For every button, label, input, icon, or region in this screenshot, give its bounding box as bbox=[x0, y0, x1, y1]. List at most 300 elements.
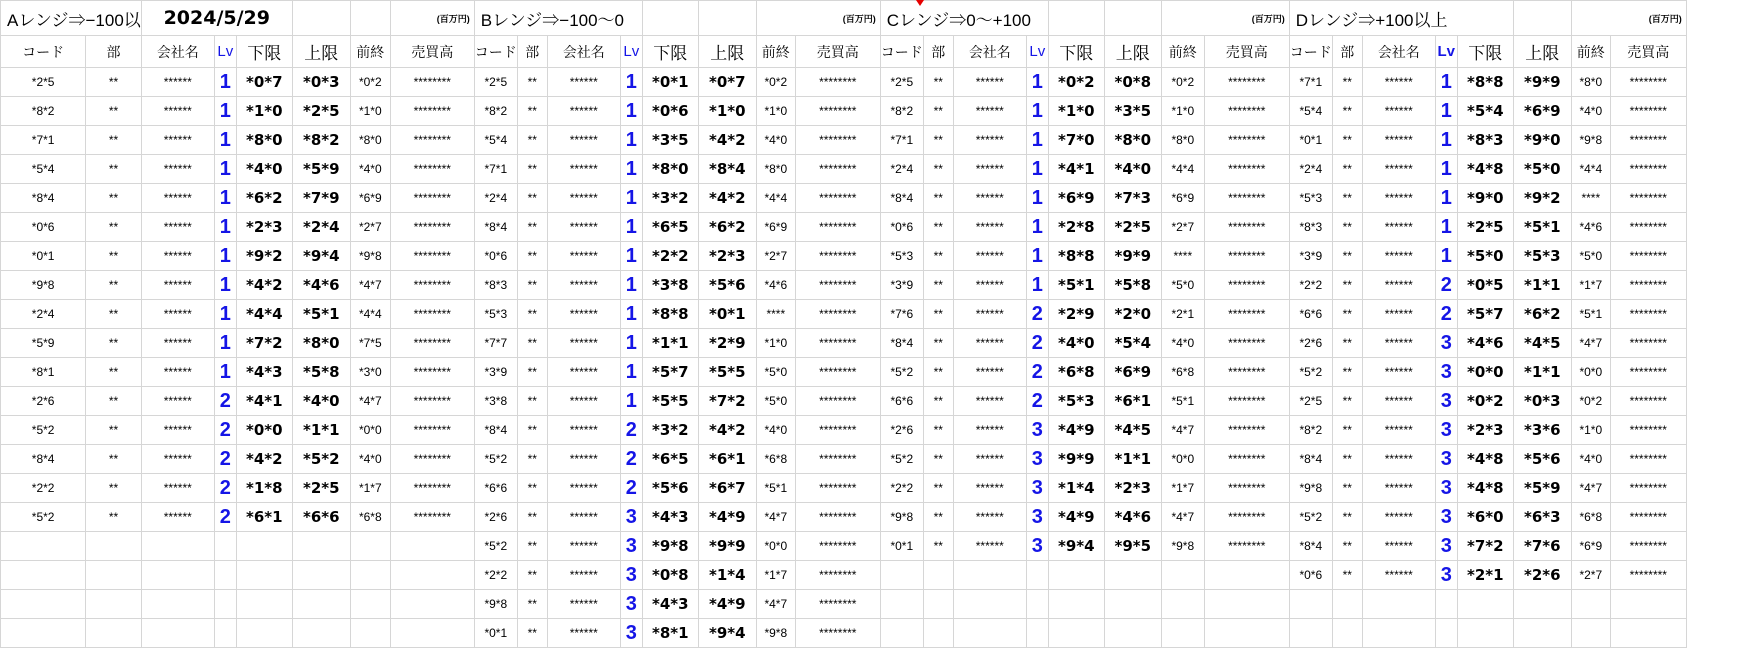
upper-limit-cell[interactable]: *5*2 bbox=[292, 445, 350, 474]
level-cell[interactable]: 1 bbox=[1026, 68, 1048, 97]
level-cell[interactable]: 2 bbox=[620, 474, 642, 503]
division-cell[interactable]: ** bbox=[517, 358, 547, 387]
lower-limit-cell[interactable]: *2*1 bbox=[1457, 561, 1513, 590]
empty-cell[interactable] bbox=[1362, 619, 1435, 648]
division-cell[interactable]: ** bbox=[517, 590, 547, 619]
lower-limit-cell[interactable]: *0*1 bbox=[642, 68, 698, 97]
stock-code-cell[interactable]: *8*4 bbox=[880, 329, 923, 358]
division-cell[interactable]: ** bbox=[86, 68, 142, 97]
level-cell[interactable]: 3 bbox=[1026, 474, 1048, 503]
volume-cell[interactable]: ******** bbox=[1610, 416, 1686, 445]
empty-cell[interactable] bbox=[1161, 561, 1204, 590]
empty-cell[interactable] bbox=[1513, 590, 1571, 619]
division-cell[interactable]: ** bbox=[86, 474, 142, 503]
volume-cell[interactable]: ******** bbox=[1204, 474, 1289, 503]
empty-cell[interactable] bbox=[1026, 561, 1048, 590]
lower-limit-cell[interactable]: *9*8 bbox=[642, 532, 698, 561]
volume-cell[interactable]: ******** bbox=[795, 242, 880, 271]
empty-cell[interactable] bbox=[880, 561, 923, 590]
level-cell[interactable]: 2 bbox=[214, 387, 236, 416]
company-name-cell[interactable]: ****** bbox=[1362, 329, 1435, 358]
stock-code-cell[interactable]: *9*8 bbox=[474, 590, 517, 619]
group-d-unit[interactable]: (百万円) bbox=[1571, 1, 1686, 36]
division-cell[interactable]: ** bbox=[923, 213, 953, 242]
volume-cell[interactable]: ******** bbox=[1610, 184, 1686, 213]
stock-code-cell[interactable]: *3*8 bbox=[474, 387, 517, 416]
stock-code-cell[interactable]: *0*1 bbox=[1289, 126, 1332, 155]
empty-cell[interactable] bbox=[141, 561, 214, 590]
previous-close-cell[interactable]: *1*7 bbox=[1571, 271, 1610, 300]
empty-cell[interactable] bbox=[1571, 619, 1610, 648]
level-cell[interactable]: 1 bbox=[620, 329, 642, 358]
volume-cell[interactable]: ******** bbox=[390, 213, 474, 242]
upper-limit-cell[interactable]: *4*9 bbox=[698, 590, 756, 619]
header-company-name[interactable]: 会社名 bbox=[547, 36, 620, 68]
level-cell[interactable]: 1 bbox=[620, 242, 642, 271]
previous-close-cell[interactable]: *2*7 bbox=[1571, 561, 1610, 590]
company-name-cell[interactable]: ****** bbox=[953, 184, 1026, 213]
lower-limit-cell[interactable]: *4*2 bbox=[236, 271, 292, 300]
header-previous-close[interactable]: 前終 bbox=[1571, 36, 1610, 68]
stock-code-cell[interactable]: *8*4 bbox=[474, 416, 517, 445]
header-upper-limit[interactable]: 上限 bbox=[1513, 36, 1571, 68]
previous-close-cell[interactable]: *3*0 bbox=[350, 358, 390, 387]
level-cell[interactable]: 2 bbox=[1026, 300, 1048, 329]
volume-cell[interactable]: ******** bbox=[1204, 97, 1289, 126]
previous-close-cell[interactable]: *5*0 bbox=[756, 358, 795, 387]
title-cell-blank[interactable] bbox=[1513, 1, 1571, 36]
level-cell[interactable]: 3 bbox=[620, 561, 642, 590]
level-cell[interactable]: 3 bbox=[1435, 445, 1457, 474]
previous-close-cell[interactable]: *4*7 bbox=[350, 271, 390, 300]
level-cell[interactable]: 2 bbox=[214, 445, 236, 474]
level-cell[interactable]: 1 bbox=[1026, 213, 1048, 242]
company-name-cell[interactable]: ****** bbox=[141, 242, 214, 271]
lower-limit-cell[interactable]: *4*0 bbox=[1048, 329, 1104, 358]
previous-close-cell[interactable]: *4*4 bbox=[1161, 155, 1204, 184]
company-name-cell[interactable]: ****** bbox=[1362, 155, 1435, 184]
level-cell[interactable]: 1 bbox=[1026, 242, 1048, 271]
upper-limit-cell[interactable]: *5*4 bbox=[1104, 329, 1161, 358]
division-cell[interactable]: ** bbox=[1332, 184, 1362, 213]
company-name-cell[interactable]: ****** bbox=[547, 561, 620, 590]
division-cell[interactable]: ** bbox=[86, 387, 142, 416]
company-name-cell[interactable]: ****** bbox=[953, 213, 1026, 242]
stock-code-cell[interactable]: *2*2 bbox=[1289, 271, 1332, 300]
lower-limit-cell[interactable]: *1*0 bbox=[1048, 97, 1104, 126]
lower-limit-cell[interactable]: *0*2 bbox=[1048, 68, 1104, 97]
division-cell[interactable]: ** bbox=[1332, 155, 1362, 184]
company-name-cell[interactable]: ****** bbox=[141, 387, 214, 416]
empty-cell[interactable] bbox=[1048, 619, 1104, 648]
title-cell-blank[interactable] bbox=[1048, 1, 1104, 36]
level-cell[interactable]: 3 bbox=[1435, 387, 1457, 416]
stock-code-cell[interactable]: *5*4 bbox=[474, 126, 517, 155]
header-previous-close[interactable]: 前終 bbox=[350, 36, 390, 68]
lower-limit-cell[interactable]: *0*7 bbox=[236, 68, 292, 97]
upper-limit-cell[interactable]: *4*6 bbox=[1104, 503, 1161, 532]
title-cell-blank[interactable] bbox=[292, 1, 350, 36]
stock-code-cell[interactable]: *8*4 bbox=[474, 213, 517, 242]
volume-cell[interactable]: ******** bbox=[390, 300, 474, 329]
header-division[interactable]: 部 bbox=[86, 36, 142, 68]
stock-code-cell[interactable]: *8*2 bbox=[1, 97, 86, 126]
division-cell[interactable]: ** bbox=[86, 358, 142, 387]
stock-code-cell[interactable]: *8*4 bbox=[880, 184, 923, 213]
empty-cell[interactable] bbox=[1362, 590, 1435, 619]
lower-limit-cell[interactable]: *5*5 bbox=[642, 387, 698, 416]
header-lower-limit[interactable]: 下限 bbox=[1048, 36, 1104, 68]
division-cell[interactable]: ** bbox=[86, 503, 142, 532]
header-code[interactable]: コード bbox=[880, 36, 923, 68]
stock-code-cell[interactable]: *5*4 bbox=[1, 155, 86, 184]
previous-close-cell[interactable]: *1*0 bbox=[756, 97, 795, 126]
previous-close-cell[interactable]: *0*0 bbox=[1571, 358, 1610, 387]
stock-code-cell[interactable]: *8*2 bbox=[1289, 416, 1332, 445]
division-cell[interactable]: ** bbox=[923, 184, 953, 213]
company-name-cell[interactable]: ****** bbox=[141, 97, 214, 126]
company-name-cell[interactable]: ****** bbox=[547, 126, 620, 155]
division-cell[interactable]: ** bbox=[923, 474, 953, 503]
level-cell[interactable]: 1 bbox=[1435, 213, 1457, 242]
company-name-cell[interactable]: ****** bbox=[953, 387, 1026, 416]
lower-limit-cell[interactable]: *5*1 bbox=[1048, 271, 1104, 300]
division-cell[interactable]: ** bbox=[517, 300, 547, 329]
lower-limit-cell[interactable]: *1*0 bbox=[236, 97, 292, 126]
group-d-title[interactable]: Dレンジ⇒+100以上 bbox=[1289, 1, 1513, 36]
level-cell[interactable]: 1 bbox=[1026, 126, 1048, 155]
upper-limit-cell[interactable]: *9*4 bbox=[292, 242, 350, 271]
level-cell[interactable]: 2 bbox=[620, 416, 642, 445]
stock-code-cell[interactable]: *3*9 bbox=[474, 358, 517, 387]
level-cell[interactable]: 1 bbox=[620, 126, 642, 155]
header-company-name[interactable]: 会社名 bbox=[141, 36, 214, 68]
previous-close-cell[interactable]: *1*0 bbox=[1161, 97, 1204, 126]
previous-close-cell[interactable]: *1*7 bbox=[756, 561, 795, 590]
previous-close-cell[interactable]: *4*4 bbox=[756, 184, 795, 213]
level-cell[interactable]: 3 bbox=[1026, 445, 1048, 474]
division-cell[interactable]: ** bbox=[1332, 474, 1362, 503]
lower-limit-cell[interactable]: *4*8 bbox=[1457, 445, 1513, 474]
lower-limit-cell[interactable]: *8*0 bbox=[236, 126, 292, 155]
company-name-cell[interactable]: ****** bbox=[953, 445, 1026, 474]
division-cell[interactable]: ** bbox=[517, 97, 547, 126]
previous-close-cell[interactable]: *2*1 bbox=[1161, 300, 1204, 329]
lower-limit-cell[interactable]: *1*4 bbox=[1048, 474, 1104, 503]
division-cell[interactable]: ** bbox=[517, 271, 547, 300]
volume-cell[interactable]: ******** bbox=[1610, 561, 1686, 590]
volume-cell[interactable]: ******** bbox=[1204, 445, 1289, 474]
previous-close-cell[interactable]: *6*8 bbox=[1571, 503, 1610, 532]
division-cell[interactable]: ** bbox=[86, 445, 142, 474]
lower-limit-cell[interactable]: *2*3 bbox=[236, 213, 292, 242]
empty-cell[interactable] bbox=[214, 619, 236, 648]
company-name-cell[interactable]: ****** bbox=[141, 445, 214, 474]
lower-limit-cell[interactable]: *3*8 bbox=[642, 271, 698, 300]
company-name-cell[interactable]: ****** bbox=[141, 474, 214, 503]
stock-code-cell[interactable]: *5*9 bbox=[1, 329, 86, 358]
upper-limit-cell[interactable]: *4*2 bbox=[698, 184, 756, 213]
company-name-cell[interactable]: ****** bbox=[547, 416, 620, 445]
company-name-cell[interactable]: ****** bbox=[547, 590, 620, 619]
upper-limit-cell[interactable]: *8*0 bbox=[292, 329, 350, 358]
upper-limit-cell[interactable]: *4*2 bbox=[698, 416, 756, 445]
level-cell[interactable]: 3 bbox=[620, 619, 642, 648]
empty-cell[interactable] bbox=[1, 561, 86, 590]
volume-cell[interactable]: ******** bbox=[1204, 126, 1289, 155]
stock-code-cell[interactable]: *2*4 bbox=[1, 300, 86, 329]
division-cell[interactable]: ** bbox=[517, 474, 547, 503]
level-cell[interactable]: 1 bbox=[214, 155, 236, 184]
company-name-cell[interactable]: ****** bbox=[953, 503, 1026, 532]
empty-cell[interactable] bbox=[1, 619, 86, 648]
stock-code-cell[interactable]: *8*2 bbox=[474, 97, 517, 126]
company-name-cell[interactable]: ****** bbox=[141, 358, 214, 387]
empty-cell[interactable] bbox=[1332, 590, 1362, 619]
empty-cell[interactable] bbox=[350, 561, 390, 590]
company-name-cell[interactable]: ****** bbox=[141, 184, 214, 213]
upper-limit-cell[interactable]: *9*2 bbox=[1513, 184, 1571, 213]
upper-limit-cell[interactable]: *0*1 bbox=[698, 300, 756, 329]
volume-cell[interactable]: ******** bbox=[795, 387, 880, 416]
header-level[interactable]: Lv bbox=[214, 36, 236, 68]
header-code[interactable]: コード bbox=[1, 36, 86, 68]
stock-code-cell[interactable]: *7*1 bbox=[880, 126, 923, 155]
volume-cell[interactable]: ******** bbox=[1204, 213, 1289, 242]
upper-limit-cell[interactable]: *9*9 bbox=[698, 532, 756, 561]
upper-limit-cell[interactable]: *5*9 bbox=[292, 155, 350, 184]
empty-cell[interactable] bbox=[236, 532, 292, 561]
volume-cell[interactable]: ******** bbox=[1204, 329, 1289, 358]
upper-limit-cell[interactable]: *1*4 bbox=[698, 561, 756, 590]
upper-limit-cell[interactable]: *5*0 bbox=[1513, 155, 1571, 184]
level-cell[interactable]: 3 bbox=[620, 532, 642, 561]
company-name-cell[interactable]: ****** bbox=[1362, 126, 1435, 155]
level-cell[interactable]: 1 bbox=[214, 358, 236, 387]
previous-close-cell[interactable]: *6*8 bbox=[1161, 358, 1204, 387]
volume-cell[interactable]: ******** bbox=[1610, 358, 1686, 387]
empty-cell[interactable] bbox=[923, 619, 953, 648]
company-name-cell[interactable]: ****** bbox=[547, 474, 620, 503]
volume-cell[interactable]: ******** bbox=[795, 358, 880, 387]
group-b-title[interactable]: Bレンジ⇒−100〜0 bbox=[474, 1, 642, 36]
upper-limit-cell[interactable]: *0*3 bbox=[1513, 387, 1571, 416]
division-cell[interactable]: ** bbox=[923, 242, 953, 271]
upper-limit-cell[interactable]: *9*9 bbox=[1513, 68, 1571, 97]
empty-cell[interactable] bbox=[1435, 590, 1457, 619]
previous-close-cell[interactable]: *1*0 bbox=[1571, 416, 1610, 445]
upper-limit-cell[interactable]: *8*2 bbox=[292, 126, 350, 155]
header-lower-limit[interactable]: 下限 bbox=[1457, 36, 1513, 68]
lower-limit-cell[interactable]: *0*6 bbox=[642, 97, 698, 126]
lower-limit-cell[interactable]: *7*0 bbox=[1048, 126, 1104, 155]
volume-cell[interactable]: ******** bbox=[1610, 329, 1686, 358]
company-name-cell[interactable]: ****** bbox=[547, 213, 620, 242]
volume-cell[interactable]: ******** bbox=[795, 416, 880, 445]
upper-limit-cell[interactable]: *2*5 bbox=[292, 97, 350, 126]
previous-close-cell[interactable]: *8*0 bbox=[1571, 68, 1610, 97]
stock-code-cell[interactable]: *2*5 bbox=[880, 68, 923, 97]
upper-limit-cell[interactable]: *6*6 bbox=[292, 503, 350, 532]
empty-cell[interactable] bbox=[1457, 619, 1513, 648]
lower-limit-cell[interactable]: *9*4 bbox=[1048, 532, 1104, 561]
lower-limit-cell[interactable]: *8*8 bbox=[1048, 242, 1104, 271]
upper-limit-cell[interactable]: *5*6 bbox=[1513, 445, 1571, 474]
division-cell[interactable]: ** bbox=[923, 68, 953, 97]
stock-code-cell[interactable]: *8*2 bbox=[880, 97, 923, 126]
division-cell[interactable]: ** bbox=[517, 503, 547, 532]
level-cell[interactable]: 3 bbox=[1435, 474, 1457, 503]
division-cell[interactable]: ** bbox=[1332, 271, 1362, 300]
stock-code-cell[interactable]: *2*6 bbox=[1289, 329, 1332, 358]
previous-close-cell[interactable]: *4*4 bbox=[350, 300, 390, 329]
lower-limit-cell[interactable]: *6*9 bbox=[1048, 184, 1104, 213]
stock-code-cell[interactable]: *5*2 bbox=[880, 445, 923, 474]
stock-code-cell[interactable]: *2*4 bbox=[474, 184, 517, 213]
stock-code-cell[interactable]: *5*3 bbox=[880, 242, 923, 271]
group-b-unit[interactable]: (百万円) bbox=[756, 1, 880, 36]
level-cell[interactable]: 1 bbox=[620, 184, 642, 213]
company-name-cell[interactable]: ****** bbox=[547, 387, 620, 416]
previous-close-cell[interactable]: *1*7 bbox=[1161, 474, 1204, 503]
volume-cell[interactable]: ******** bbox=[390, 68, 474, 97]
lower-limit-cell[interactable]: *0*2 bbox=[1457, 387, 1513, 416]
upper-limit-cell[interactable]: *5*1 bbox=[1513, 213, 1571, 242]
upper-limit-cell[interactable]: *9*5 bbox=[1104, 532, 1161, 561]
upper-limit-cell[interactable]: *9*9 bbox=[1104, 242, 1161, 271]
level-cell[interactable]: 2 bbox=[1435, 300, 1457, 329]
volume-cell[interactable]: ******** bbox=[1204, 416, 1289, 445]
empty-cell[interactable] bbox=[1026, 619, 1048, 648]
empty-cell[interactable] bbox=[390, 590, 474, 619]
empty-cell[interactable] bbox=[141, 619, 214, 648]
previous-close-cell[interactable]: *4*0 bbox=[1571, 445, 1610, 474]
division-cell[interactable]: ** bbox=[86, 329, 142, 358]
company-name-cell[interactable]: ****** bbox=[1362, 503, 1435, 532]
upper-limit-cell[interactable]: *5*6 bbox=[698, 271, 756, 300]
lower-limit-cell[interactable]: *5*7 bbox=[642, 358, 698, 387]
lower-limit-cell[interactable]: *5*0 bbox=[1457, 242, 1513, 271]
level-cell[interactable]: 3 bbox=[1435, 503, 1457, 532]
volume-cell[interactable]: ******** bbox=[1610, 387, 1686, 416]
level-cell[interactable]: 3 bbox=[1435, 329, 1457, 358]
division-cell[interactable]: ** bbox=[86, 271, 142, 300]
volume-cell[interactable]: ******** bbox=[795, 590, 880, 619]
volume-cell[interactable]: ******** bbox=[390, 184, 474, 213]
stock-code-cell[interactable]: *3*9 bbox=[1289, 242, 1332, 271]
company-name-cell[interactable]: ****** bbox=[953, 97, 1026, 126]
company-name-cell[interactable]: ****** bbox=[141, 300, 214, 329]
stock-code-cell[interactable]: *8*4 bbox=[1, 184, 86, 213]
division-cell[interactable]: ** bbox=[1332, 329, 1362, 358]
division-cell[interactable]: ** bbox=[923, 271, 953, 300]
volume-cell[interactable]: ******** bbox=[795, 300, 880, 329]
stock-code-cell[interactable]: *7*6 bbox=[880, 300, 923, 329]
empty-cell[interactable] bbox=[390, 532, 474, 561]
division-cell[interactable]: ** bbox=[923, 387, 953, 416]
volume-cell[interactable]: ******** bbox=[1610, 503, 1686, 532]
previous-close-cell[interactable]: *0*0 bbox=[756, 532, 795, 561]
stock-code-cell[interactable]: *5*2 bbox=[1289, 503, 1332, 532]
stock-code-cell[interactable]: *5*3 bbox=[1289, 184, 1332, 213]
level-cell[interactable]: 3 bbox=[1435, 532, 1457, 561]
previous-close-cell[interactable]: *1*0 bbox=[756, 329, 795, 358]
stock-code-cell[interactable]: *3*9 bbox=[880, 271, 923, 300]
stock-code-cell[interactable]: *5*3 bbox=[474, 300, 517, 329]
header-level[interactable]: Lv bbox=[1435, 36, 1457, 68]
empty-cell[interactable] bbox=[1161, 590, 1204, 619]
header-volume[interactable]: 売買高 bbox=[795, 36, 880, 68]
previous-close-cell[interactable]: *4*6 bbox=[756, 271, 795, 300]
lower-limit-cell[interactable]: *9*0 bbox=[1457, 184, 1513, 213]
upper-limit-cell[interactable]: *1*1 bbox=[292, 416, 350, 445]
company-name-cell[interactable]: ****** bbox=[953, 155, 1026, 184]
lower-limit-cell[interactable]: *6*1 bbox=[236, 503, 292, 532]
volume-cell[interactable]: ******** bbox=[795, 532, 880, 561]
previous-close-cell[interactable]: *4*7 bbox=[1571, 474, 1610, 503]
volume-cell[interactable]: ******** bbox=[795, 474, 880, 503]
upper-limit-cell[interactable]: *5*5 bbox=[698, 358, 756, 387]
division-cell[interactable]: ** bbox=[86, 300, 142, 329]
stock-code-cell[interactable]: *8*1 bbox=[1, 358, 86, 387]
header-code[interactable]: コード bbox=[1289, 36, 1332, 68]
lower-limit-cell[interactable]: *2*9 bbox=[1048, 300, 1104, 329]
division-cell[interactable]: ** bbox=[923, 300, 953, 329]
company-name-cell[interactable]: ****** bbox=[1362, 213, 1435, 242]
stock-code-cell[interactable]: *2*6 bbox=[474, 503, 517, 532]
empty-cell[interactable] bbox=[880, 590, 923, 619]
empty-cell[interactable] bbox=[1, 532, 86, 561]
previous-close-cell[interactable]: *4*0 bbox=[350, 155, 390, 184]
lower-limit-cell[interactable]: *7*2 bbox=[236, 329, 292, 358]
stock-code-cell[interactable]: *9*8 bbox=[1, 271, 86, 300]
company-name-cell[interactable]: ****** bbox=[141, 213, 214, 242]
previous-close-cell[interactable]: *6*9 bbox=[1161, 184, 1204, 213]
upper-limit-cell[interactable]: *6*3 bbox=[1513, 503, 1571, 532]
lower-limit-cell[interactable]: *2*8 bbox=[1048, 213, 1104, 242]
lower-limit-cell[interactable]: *4*3 bbox=[642, 503, 698, 532]
level-cell[interactable]: 1 bbox=[1435, 126, 1457, 155]
previous-close-cell[interactable]: *0*0 bbox=[1161, 445, 1204, 474]
level-cell[interactable]: 2 bbox=[214, 474, 236, 503]
company-name-cell[interactable]: ****** bbox=[953, 300, 1026, 329]
upper-limit-cell[interactable]: *2*5 bbox=[292, 474, 350, 503]
stock-code-cell[interactable]: *0*1 bbox=[880, 532, 923, 561]
company-name-cell[interactable]: ****** bbox=[547, 329, 620, 358]
empty-cell[interactable] bbox=[236, 590, 292, 619]
level-cell[interactable]: 2 bbox=[1026, 358, 1048, 387]
company-name-cell[interactable]: ****** bbox=[141, 329, 214, 358]
empty-cell[interactable] bbox=[292, 619, 350, 648]
upper-limit-cell[interactable]: *5*9 bbox=[1513, 474, 1571, 503]
volume-cell[interactable]: ******** bbox=[1204, 68, 1289, 97]
upper-limit-cell[interactable]: *4*6 bbox=[292, 271, 350, 300]
empty-cell[interactable] bbox=[1, 590, 86, 619]
volume-cell[interactable]: ******** bbox=[390, 358, 474, 387]
lower-limit-cell[interactable]: *0*5 bbox=[1457, 271, 1513, 300]
lower-limit-cell[interactable]: *2*2 bbox=[642, 242, 698, 271]
empty-cell[interactable] bbox=[86, 590, 142, 619]
previous-close-cell[interactable]: *5*0 bbox=[756, 387, 795, 416]
company-name-cell[interactable]: ****** bbox=[547, 532, 620, 561]
level-cell[interactable]: 1 bbox=[214, 213, 236, 242]
company-name-cell[interactable]: ****** bbox=[1362, 474, 1435, 503]
level-cell[interactable]: 3 bbox=[1435, 416, 1457, 445]
division-cell[interactable]: ** bbox=[517, 126, 547, 155]
stock-code-cell[interactable]: *5*2 bbox=[474, 445, 517, 474]
title-cell-blank[interactable] bbox=[698, 1, 756, 36]
lower-limit-cell[interactable]: *3*2 bbox=[642, 416, 698, 445]
